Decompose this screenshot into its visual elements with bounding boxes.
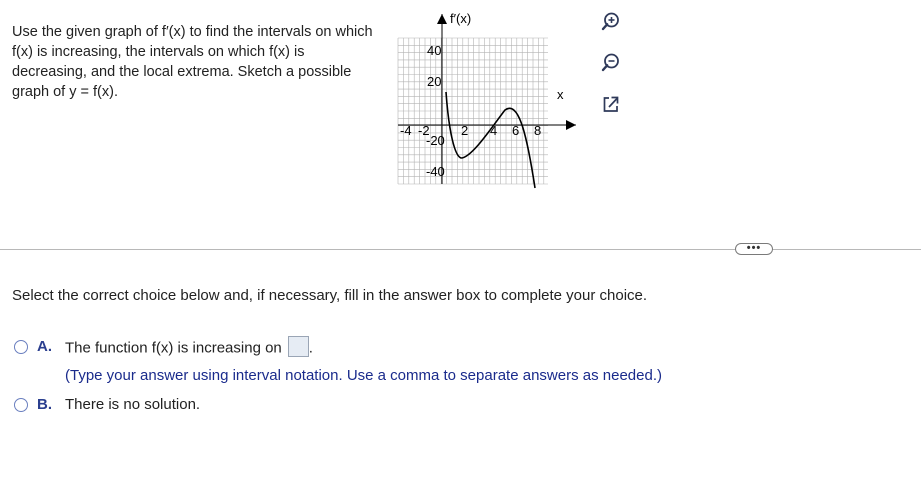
choice-b-text: There is no solution.	[65, 396, 201, 413]
y-tick-label: 20	[427, 74, 442, 89]
zoom-in-button[interactable]	[600, 11, 622, 33]
answer-input[interactable]	[288, 336, 309, 357]
x-tick-label: 2	[461, 123, 469, 138]
x-tick-label: 6	[512, 123, 520, 138]
choice-b-letter: B.	[37, 396, 52, 413]
zoom-out-button[interactable]	[600, 52, 622, 74]
question-text: Use the given graph of f′(x) to find the intervals on which f(x) is increasing, the intervals on which f(x) is decreasing, and the local extrema. Sketch a possible graph of y = f(x).	[12, 24, 373, 100]
zoom-in-icon	[600, 11, 622, 33]
y-axis	[437, 14, 447, 184]
graph-grid	[398, 38, 548, 184]
choice-a-hint: (Type your answer using interval notation. Use a comma to separate answers as needed.)	[65, 367, 662, 384]
external-link-icon	[600, 93, 622, 115]
choice-b	[14, 396, 200, 413]
y-tick-label: -40	[426, 164, 445, 179]
choice-a-radio[interactable]	[14, 340, 28, 354]
x-axis-label: x	[557, 87, 564, 102]
choice-a-body	[65, 338, 662, 384]
x-tick-label: 4	[490, 123, 498, 138]
x-tick-label: -2	[418, 123, 430, 138]
y-axis-label: f′(x)	[450, 11, 472, 26]
choice-b-radio[interactable]	[14, 398, 28, 412]
instruction-text: Select the correct choice below and, if necessary, fill in the answer box to complete your choice.	[12, 287, 648, 304]
x-tick-label: 8	[534, 123, 542, 138]
x-tick-label: -4	[400, 123, 412, 138]
zoom-out-icon	[600, 52, 622, 74]
open-in-new-window-button[interactable]	[600, 93, 622, 115]
y-tick-label: -20	[426, 133, 445, 148]
more-options-button[interactable]: •••	[735, 243, 773, 255]
choice-a-text: The function f(x) is increasing on	[65, 339, 282, 357]
y-tick-label: 40	[427, 43, 442, 58]
choice-a	[14, 338, 662, 384]
choice-a-suffix: .	[308, 339, 313, 357]
derivative-graph	[390, 4, 580, 190]
choice-a-letter: A.	[37, 338, 52, 355]
section-divider	[0, 249, 921, 250]
